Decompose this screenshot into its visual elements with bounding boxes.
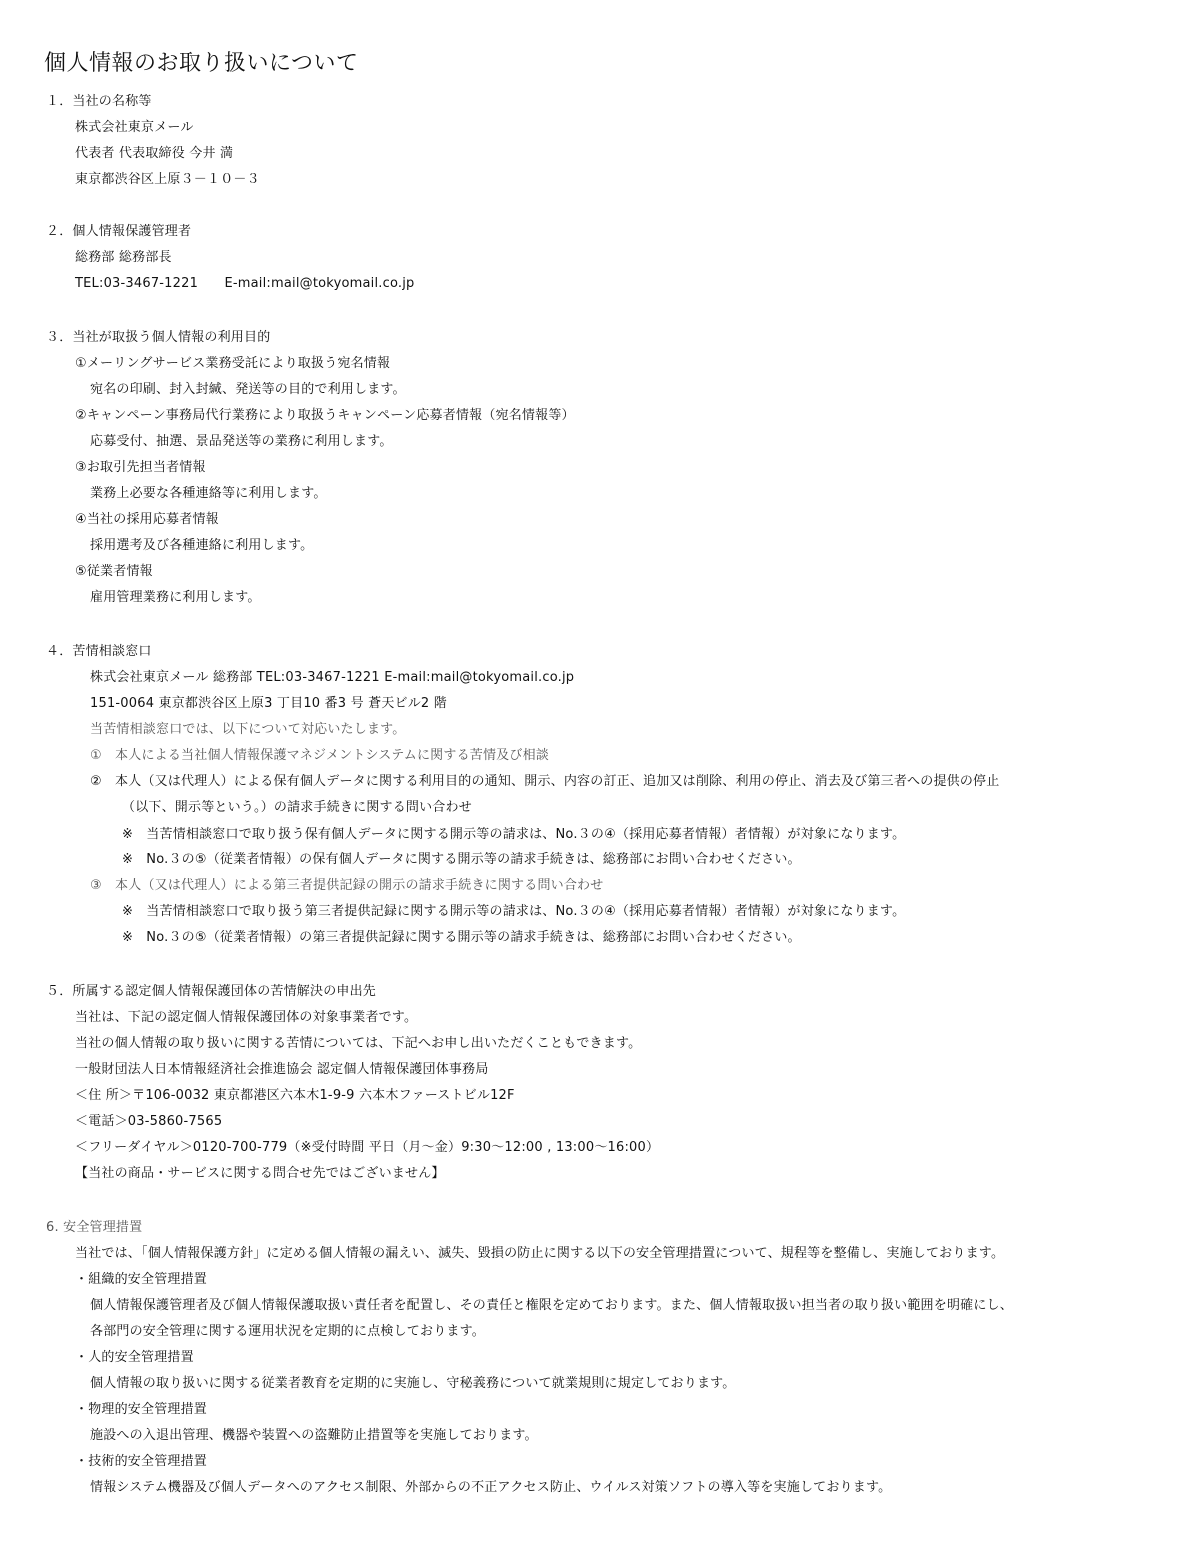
purpose-item: ⑤従業者情報 [75, 564, 153, 579]
security-intro: 当社では、「個人情報保護方針」に定める個人情報の漏えい、滅失、毀損の防止に関する以下の安全管理措置について、規程等を整備し、実施しております。 [75, 1246, 1005, 1261]
purpose-description: 採用選考及び各種連絡に利用します。 [90, 538, 314, 553]
complaint-note: ※ 当苦情相談窓口で取り扱う第三者提供記録に関する開示等の請求は、No.３の④（採用応募者情報）者情報）が対象になります。 [122, 904, 906, 919]
purpose-description: 宛名の印刷、封入封緘、発送等の目的で利用します。 [90, 382, 406, 397]
section-4-heading: ４．苦情相談窓口 [46, 644, 152, 659]
section-2-heading: ２．個人情報保護管理者 [46, 224, 192, 239]
org-disclaimer: 【当社の商品・サービスに関する問合せ先ではございません】 [75, 1166, 445, 1181]
security-heading: ・人的安全管理措置 [75, 1350, 194, 1365]
section-5-heading: ５．所属する認定個人情報保護団体の苦情解決の申出先 [46, 984, 377, 999]
org-freedial: ＜フリーダイヤル＞0120-700-779（※受付時間 平日（月～金）9:30～12:00 , 13:00～16:00） [75, 1140, 660, 1155]
security-heading: ・技術的安全管理措置 [75, 1454, 208, 1469]
purpose-item: ①メーリングサービス業務受託により取扱う宛名情報 [75, 356, 391, 371]
company-address: 東京都渋谷区上原３－１０－３ [75, 172, 260, 187]
org-name: 一般財団法人日本情報経済社会推進協会 認定個人情報保護団体事務局 [75, 1062, 489, 1077]
security-description: 個人情報保護管理者及び個人情報保護取扱い責任者を配置し、その責任と権限を定めております。また、個人情報取扱い担当者の取り扱い範囲を明確にし、 [90, 1298, 1013, 1313]
complaint-note: ※ No.３の⑤（従業者情報）の保有個人データに関する開示等の請求手続きは、総務部にお問い合わせください。 [122, 852, 801, 867]
purpose-description: 応募受付、抽選、景品発送等の業務に利用します。 [90, 434, 393, 449]
org-phone: ＜電話＞03-5860-7565 [75, 1114, 223, 1129]
security-description: 各部門の安全管理に関する運用状況を定期的に点検しております。 [90, 1324, 485, 1339]
manager-contact: TEL:03-3467-1221 E-mail:mail@tokyomail.co.jp [75, 276, 415, 291]
section-1-heading: １．当社の名称等 [46, 94, 152, 109]
purpose-item: ②キャンペーン事務局代行業務により取扱うキャンペーン応募者情報（宛名情報等） [75, 408, 575, 423]
manager-dept: 総務部 総務部長 [75, 250, 172, 265]
complaint-note: ※ No.３の⑤（従業者情報）の第三者提供記録に関する開示等の請求手続きは、総務部にお問い合わせください。 [122, 930, 801, 945]
complaint-contact: 株式会社東京メール 総務部 TEL:03-3467-1221 E-mail:mail@tokyomail.co.jp [90, 670, 575, 685]
purpose-item: ④当社の採用応募者情報 [75, 512, 219, 527]
complaint-item: ① 本人による当社個人情報保護マネジメントシステムに関する苦情及び相談 [90, 748, 549, 763]
security-description: 個人情報の取り扱いに関する従業者教育を定期的に実施し、守秘義務について就業規則に規定しております。 [90, 1376, 736, 1391]
org-text: 当社は、下記の認定個人情報保護団体の対象事業者です。 [75, 1010, 418, 1025]
security-heading: ・物理的安全管理措置 [75, 1402, 208, 1417]
purpose-description: 雇用管理業務に利用します。 [90, 590, 261, 605]
company-name: 株式会社東京メール [75, 120, 194, 135]
page-title: 個人情報のお取り扱いについて [44, 51, 359, 76]
org-text: 当社の個人情報の取り扱いに関する苦情については、下記へお申し出いただくこともできます。 [75, 1036, 642, 1051]
security-description: 情報システム機器及び個人データへのアクセス制限、外部からの不正アクセス防止、ウイルス対策ソフトの導入等を実施しております。 [90, 1480, 892, 1495]
complaint-item-cont: （以下、開示等という。）の請求手続きに関する問い合わせ [122, 800, 472, 815]
section-3-heading: ３．当社が取扱う個人情報の利用目的 [46, 330, 271, 345]
complaint-intro: 当苦情相談窓口では、以下について対応いたします。 [90, 722, 406, 737]
security-description: 施設への入退出管理、機器や装置への盗難防止措置等を実施しております。 [90, 1428, 538, 1443]
complaint-note: ※ 当苦情相談窓口で取り扱う保有個人データに関する開示等の請求は、No.３の④（採用応募者情報）者情報）が対象になります。 [122, 827, 906, 842]
purpose-item: ③お取引先担当者情報 [75, 460, 206, 475]
complaint-item: ② 本人（又は代理人）による保有個人データに関する利用目的の通知、開示、内容の訂正、追加又は削除、利用の停止、消去及び第三者への提供の停止 [90, 774, 1000, 789]
security-heading: ・組織的安全管理措置 [75, 1272, 208, 1287]
complaint-item: ③ 本人（又は代理人）による第三者提供記録の開示の請求手続きに関する問い合わせ [90, 878, 604, 893]
purpose-description: 業務上必要な各種連絡等に利用します。 [90, 486, 327, 501]
org-address: ＜住 所＞〒106-0032 東京都港区六本木1-9-9 六本木ファーストビル12F [75, 1088, 515, 1103]
representative: 代表者 代表取締役 今井 満 [75, 146, 234, 161]
section-6-heading: 6. 安全管理措置 [46, 1220, 143, 1235]
complaint-address: 151-0064 東京都渋谷区上原3 丁目10 番3 号 蒼天ビル2 階 [90, 696, 447, 711]
